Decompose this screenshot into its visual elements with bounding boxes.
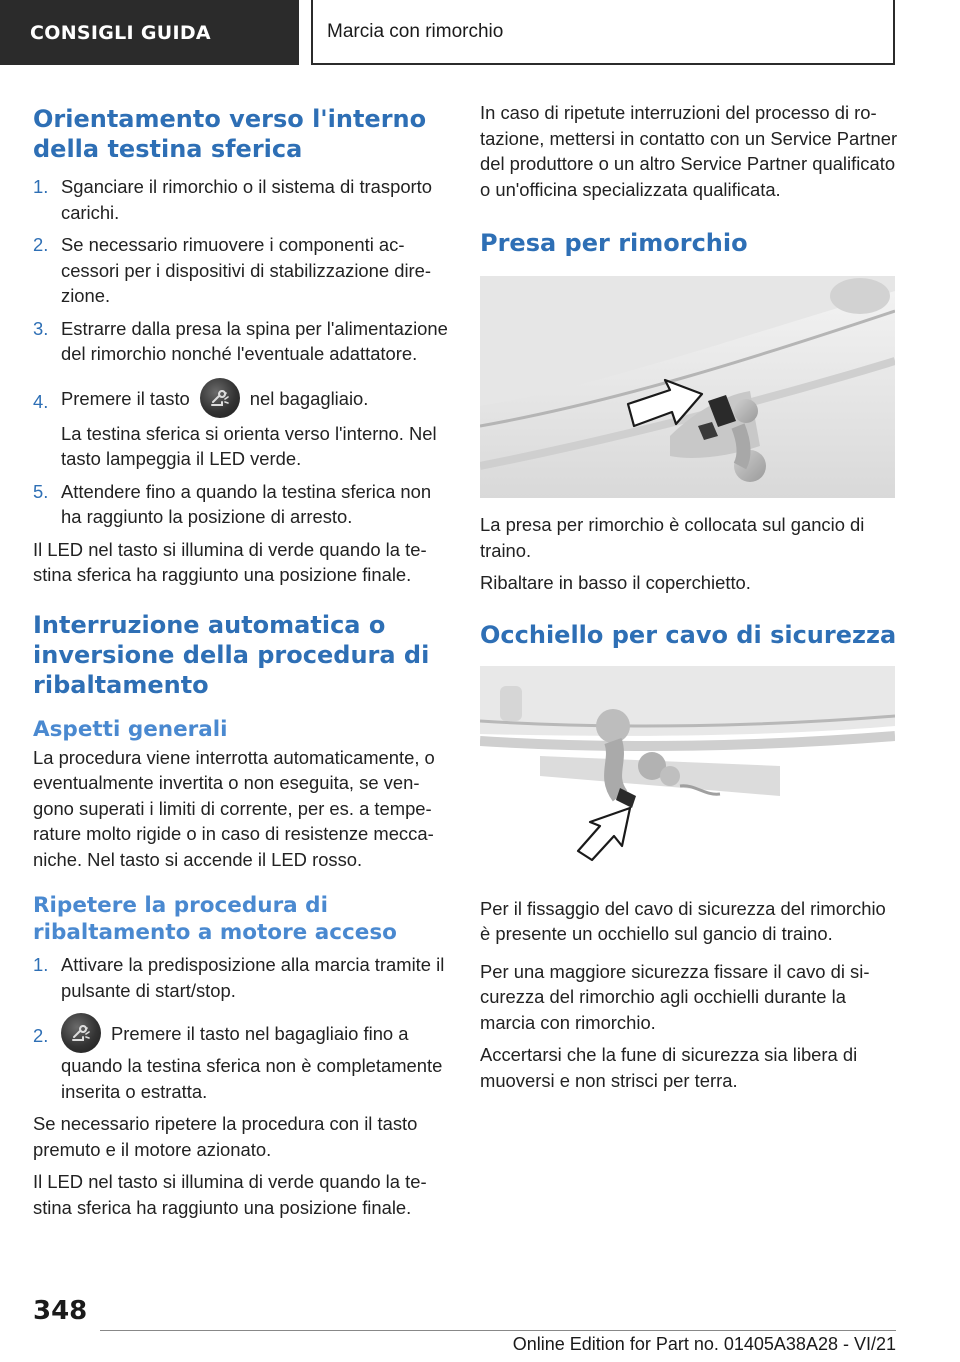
step-text: Attivare la predisposizione alla marcia tramite il pulsante di start/stop. bbox=[61, 954, 445, 1001]
trailer-socket-image bbox=[480, 276, 895, 498]
footer-divider bbox=[100, 1330, 896, 1331]
step-text: Se necessario rimuovere i componenti accessori per i dispositivi di stabilizzazione direzione. bbox=[61, 234, 432, 306]
list-item bbox=[33, 232, 453, 309]
right-column bbox=[480, 100, 898, 1100]
general-text: La procedura viene interrotta automaticamente, o eventualmente invertita o non eseguita, se vengono superati i limiti di corrente, per es. a temperature molto rigide o in caso di resistenze meccaniche. Nel tasto si accende il LED rosso. bbox=[33, 746, 435, 870]
orientation-note: Il LED nel tasto si illumina di verde quando la testina sferica ha raggiunto una posizione finale. bbox=[33, 538, 427, 585]
step-number: 2. bbox=[33, 1025, 49, 1046]
list-item bbox=[33, 174, 453, 225]
step-number: 4. bbox=[33, 390, 49, 412]
socket-text-2: Ribaltare in basso il coperchietto. bbox=[480, 572, 751, 593]
repeat-steps bbox=[33, 952, 453, 1104]
eyelet-text-2: Per una maggiore sicurezza fissare il cavo di sicurezza del rimorchio agli occhielli durante la marcia con rimorchio. bbox=[480, 960, 870, 1033]
heading-trailer-socket: Presa per rimorchio bbox=[480, 229, 748, 257]
tow-hitch-button-icon bbox=[61, 1013, 101, 1053]
heading-orientation: Orientamento verso l'interno della testina sferica bbox=[33, 105, 427, 163]
list-item bbox=[33, 1013, 453, 1104]
eyelet-text-1: Per il fissaggio del cavo di sicurezza del rimorchio è presente un occhiello sul gancio di traino. bbox=[480, 897, 886, 944]
step-result: La testina sferica si orienta verso l'interno. Nel tasto lampeggia il LED verde. bbox=[61, 422, 437, 469]
heading-general: Aspetti generali bbox=[33, 716, 228, 742]
repeat-note-2: Il LED nel tasto si illumina di verde quando la testina sferica ha raggiunto una posizione finale. bbox=[33, 1171, 427, 1218]
page-number: 348 bbox=[33, 1296, 88, 1326]
tow-hitch-button-icon bbox=[200, 378, 240, 418]
step-number: 1. bbox=[33, 176, 49, 197]
left-column bbox=[33, 100, 453, 1227]
list-item bbox=[33, 479, 453, 530]
list-item bbox=[33, 377, 453, 472]
step-number: 1. bbox=[33, 954, 49, 975]
safety-eyelet-image bbox=[480, 666, 895, 866]
step-text: Attendere fino a quando la testina sferica non ha raggiunto la posizione di arresto. bbox=[61, 480, 432, 527]
step-number: 3. bbox=[33, 317, 49, 339]
chapter-title: Marcia con rimorchio bbox=[327, 20, 504, 42]
step-text: Premere il tasto nel bagagliaio fino a quando la testina sferica non è completamente inserita o estratta. bbox=[61, 1023, 443, 1102]
section-label: CONSIGLI GUIDA bbox=[30, 21, 211, 44]
chapter-header bbox=[311, 0, 895, 65]
step-text: Premere il tasto bbox=[61, 387, 190, 409]
socket-text-1: La presa per rimorchio è collocata sul gancio di traino. bbox=[480, 514, 865, 561]
section-tab bbox=[0, 0, 299, 65]
step-number: 2. bbox=[33, 234, 49, 255]
eyelet-text-3: Accertarsi che la fune di sicurezza sia libera di muoversi e non strisci per terra. bbox=[480, 1044, 858, 1091]
repeat-note-1: Se necessario ripetere la procedura con il tasto premuto e il motore azionato. bbox=[33, 1113, 418, 1160]
heading-repeat: Ripetere la procedura di ribaltamento a motore acceso bbox=[33, 893, 397, 945]
list-item bbox=[33, 316, 453, 367]
orientation-steps bbox=[33, 174, 453, 530]
heading-interruption: Interruzione automatica o inversione della procedura di ribaltamento bbox=[33, 610, 430, 699]
step-number: 5. bbox=[33, 480, 49, 502]
service-partner-text: In caso di ripetute interruzioni del processo di rotazione, mettersi in contatto con un Service Partner del produttore o un altro Service Partner qualificato o un'officina specializzata qualificata. bbox=[480, 102, 898, 200]
heading-safety-eyelet: Occhiello per cavo di sicurezza bbox=[480, 620, 897, 649]
list-item bbox=[33, 952, 453, 1003]
step-text: Estrarre dalla presa la spina per l'alimentazione del rimorchio nonché l'eventuale adattatore. bbox=[61, 317, 448, 364]
step-text: nel bagagliaio. bbox=[249, 387, 369, 409]
step-text: Sganciare il rimorchio o il sistema di trasporto carichi. bbox=[61, 176, 433, 223]
edition-text: Online Edition for Part no. 01405A38A28 - VI/21 bbox=[512, 1334, 896, 1354]
